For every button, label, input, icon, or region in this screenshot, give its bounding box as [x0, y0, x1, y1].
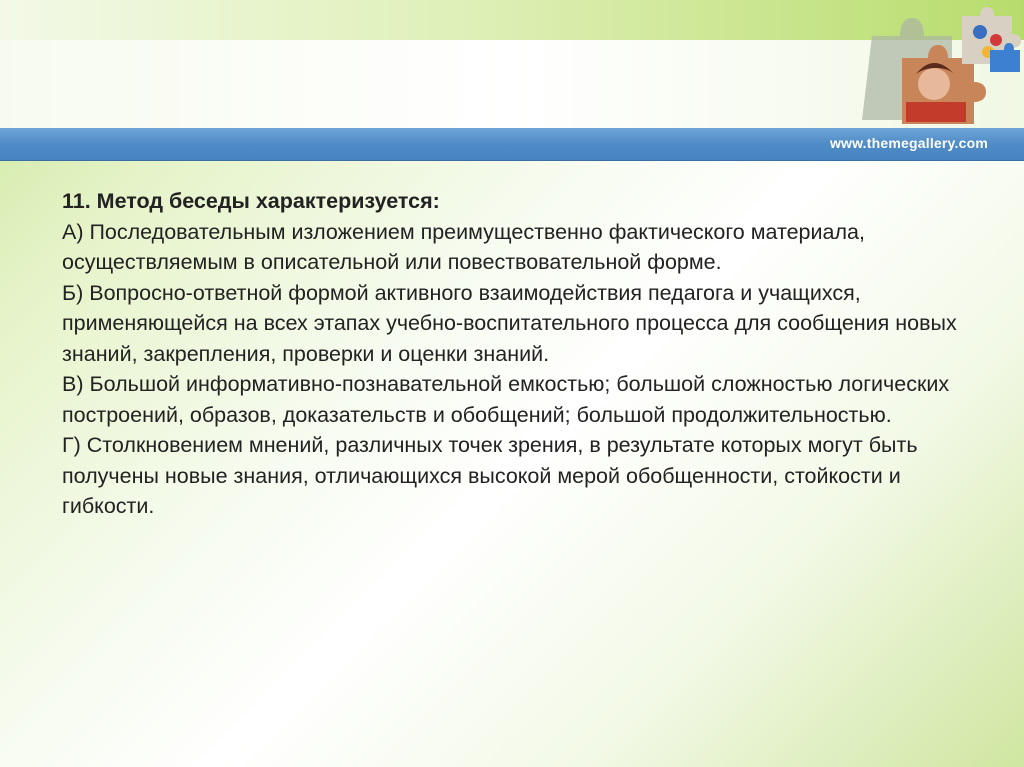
website-url: www.themegallery.com: [829, 135, 988, 151]
slide-content: [62, 186, 962, 522]
option-g: Г) Столкновением мнений, различных точек зрения, в результате которых могут быть получены новые знания, отличающихся высокой мерой обобщенности, стойкости и гибкости.: [62, 433, 918, 518]
header-bar: [0, 128, 1024, 160]
option-v: В) Большой информативно-познавательной емкостью; большой сложностью логических построений, образов, доказательств и обобщений; большой продолжительностью.: [62, 372, 950, 427]
option-b: Б) Вопросно-ответной формой активного взаимодействия педагога и учащихся, применяющейся на всех этапах учебно-воспитательного процесса для сообщения новых знаний, закрепления, проверки и оценки знаний.: [62, 280, 957, 366]
puzzle-photo-icon: [862, 6, 1022, 124]
option-a: А) Последовательным изложением преимущественно фактического материала, осуществляемым в описательной или повествовательной форме.: [62, 219, 865, 274]
slide-title: 11. Метод беседы характеризуется:: [62, 189, 440, 213]
